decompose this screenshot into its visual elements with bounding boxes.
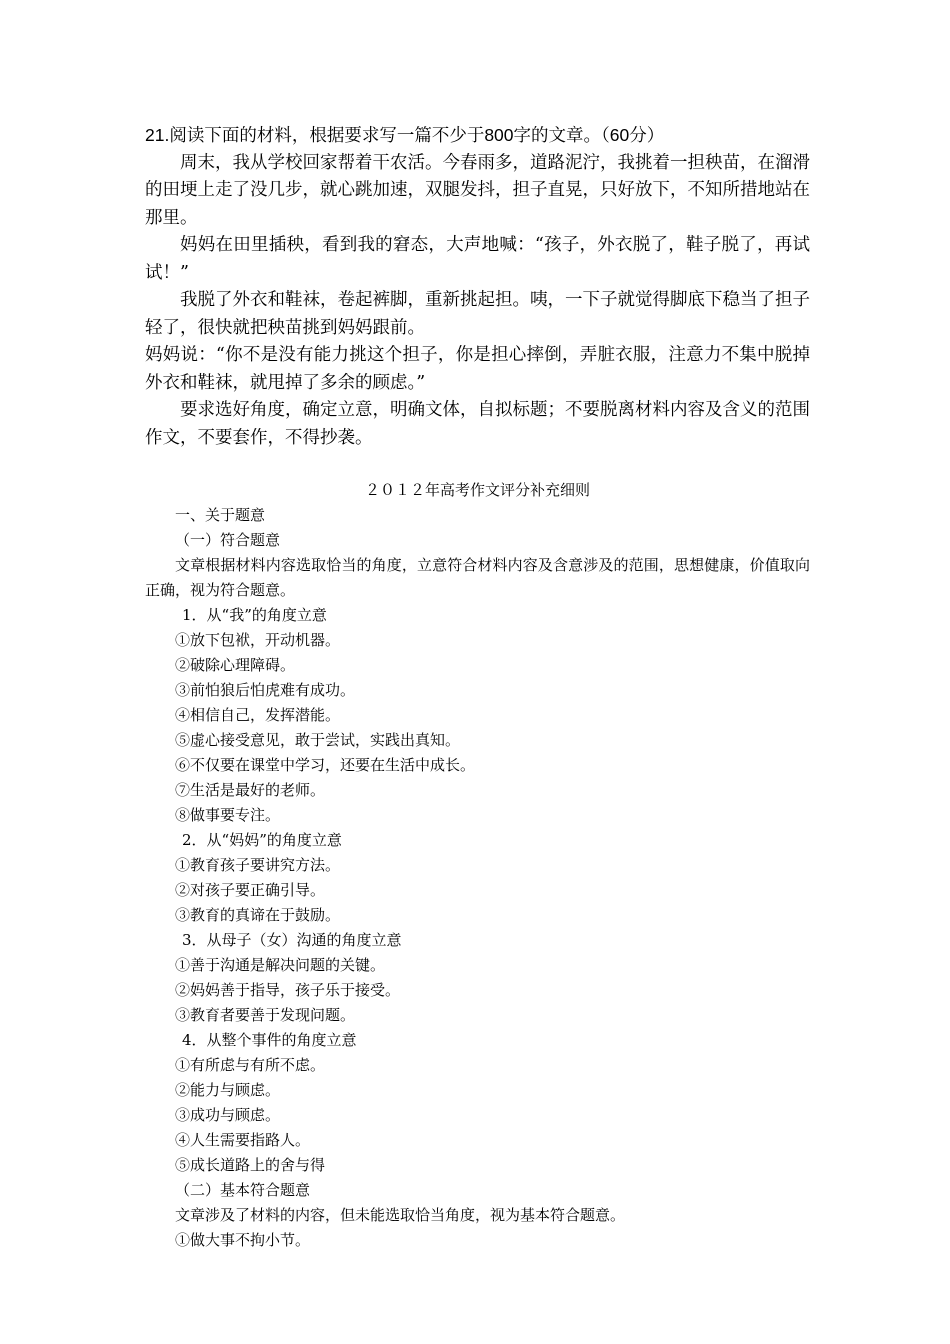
list-item: ①善于沟通是解决问题的关键。 <box>175 956 386 974</box>
list-item: ③教育者要善于发现问题。 <box>175 1006 356 1024</box>
list-item: ⑧做事要专注。 <box>175 806 281 824</box>
list-item: ①做大事不拘小节。 <box>175 1231 311 1249</box>
essay-question <box>145 122 810 452</box>
group-heading-4: 4．从整个事件的角度立意 <box>182 1031 357 1049</box>
list-item: ②能力与顾虑。 <box>175 1081 281 1099</box>
list-item: ⑤成长道路上的舍与得 <box>175 1156 326 1174</box>
material-paragraph-3: 我脱了外衣和鞋袜，卷起裤脚，重新挑起担。咦，一下子就觉得脚底下稳当了担子轻了，很快就把秧苗挑到妈妈跟前。 <box>145 290 810 338</box>
list-item: ③前怕狼后怕虎难有成功。 <box>175 681 356 699</box>
document-page <box>145 122 810 1253</box>
list-item: ②对孩子要正确引导。 <box>175 881 326 899</box>
list-item: ②妈妈善于指导，孩子乐于接受。 <box>175 981 401 999</box>
material-paragraph-2: 妈妈在田里插秧，看到我的窘态，大声地喊：“孩子，外衣脱了，鞋子脱了，再试试！” <box>145 235 810 283</box>
list-item: ⑤虚心接受意见，敢于尝试，实践出真知。 <box>175 731 461 749</box>
subsection-heading-2: （二）基本符合题意 <box>175 1181 311 1199</box>
group-heading-3: 3．从母子（女）沟通的角度立意 <box>182 931 402 949</box>
list-item: ③成功与顾虑。 <box>175 1106 281 1124</box>
subsection-description-1: 文章根据材料内容选取恰当的角度，立意符合材料内容及含意涉及的范围，思想健康，价值取向正确，视为符合题意。 <box>145 556 810 599</box>
list-item: ⑦生活是最好的老师。 <box>175 781 326 799</box>
list-item: ④相信自己，发挥潜能。 <box>175 706 341 724</box>
subsection-heading-1: （一）符合题意 <box>175 531 281 549</box>
list-item: ①教育孩子要讲究方法。 <box>175 856 341 874</box>
list-item: ③教育的真谛在于鼓励。 <box>175 906 341 924</box>
subsection-description-2: 文章涉及了材料的内容，但未能选取恰当角度，视为基本符合题意。 <box>175 1206 626 1224</box>
material-paragraph-1: 周末，我从学校回家帮着干农活。今春雨多，道路泥泞，我挑着一担秧苗，在溜滑的田埂上走了没几步，就心跳加速，双腿发抖，担子直晃，只好放下，不知所措地站在那里。 <box>145 152 810 228</box>
list-item: ④人生需要指路人。 <box>175 1131 311 1149</box>
mother-says-paragraph: 妈妈说：“你不是没有能力挑这个担子，你是担心摔倒，弄脏衣服，注意力不集中脱掉外衣和鞋袜，就甩掉了多余的顾虑。” <box>145 345 810 393</box>
group-heading-1: 1．从“我”的角度立意 <box>182 606 327 624</box>
scoring-rubric <box>145 478 810 1253</box>
list-item: ①放下包袱，开动机器。 <box>175 631 341 649</box>
requirement-paragraph: 要求选好角度，确定立意，明确文体，自拟标题；不要脱离材料内容及含义的范围作文，不要套作，不得抄袭。 <box>145 400 810 448</box>
list-item: ①有所虑与有所不虑。 <box>175 1056 326 1074</box>
question-title: 21.阅读下面的材料，根据要求写一篇不少于800字的文章。（60分） <box>145 125 665 145</box>
rubric-title: ２０１２年高考作文评分补充细则 <box>364 481 590 499</box>
list-item: ②破除心理障碍。 <box>175 656 296 674</box>
list-item: ⑥不仅要在课堂中学习，还要在生活中成长。 <box>175 756 476 774</box>
group-heading-2: 2．从“妈妈”的角度立意 <box>182 831 342 849</box>
section-heading: 一、关于题意 <box>175 506 266 524</box>
